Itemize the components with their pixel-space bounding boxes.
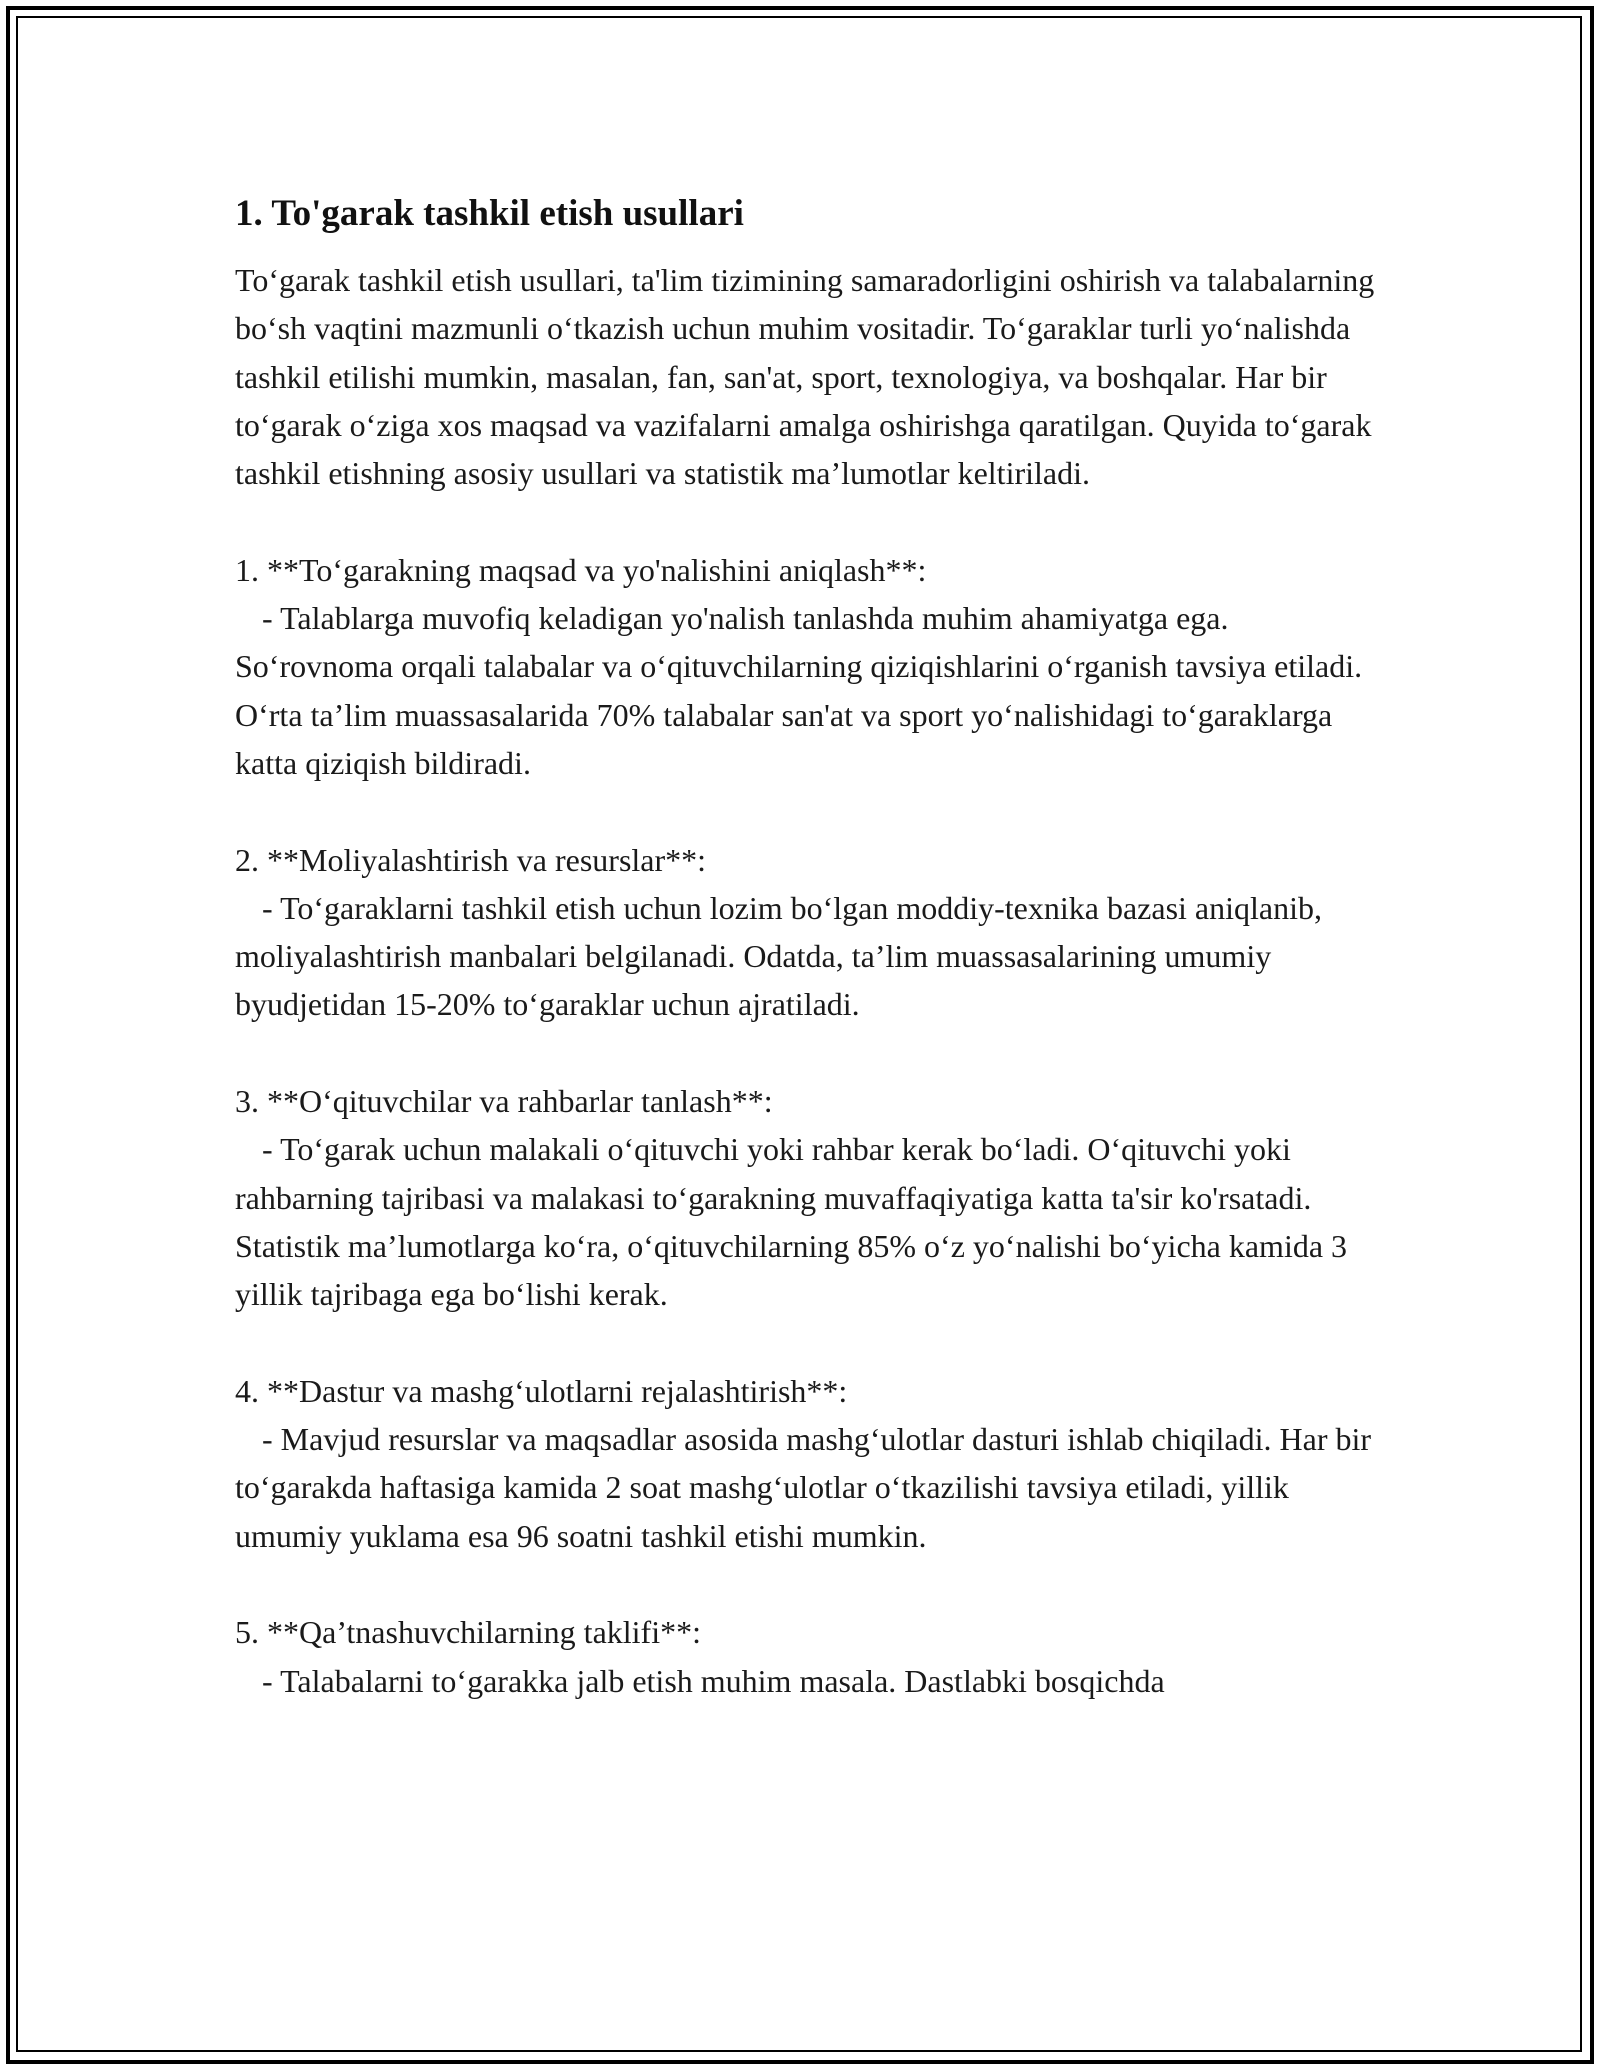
list-item-heading: 2. **Moliyalashtirish va resurslar**: <box>235 841 707 878</box>
list-item <box>235 546 1375 787</box>
list-item-heading: 1. **To‘garakning maqsad va yo'nalishini aniqlash**: <box>235 551 927 588</box>
list-item-text: - To‘garak uchun malakali o‘qituvchi yoki rahbar kerak bo‘ladi. O‘qituvchi yoki rahbarning tajribasi va malakasi to‘garakning muvaffaqiyatiga katta ta'sir ko'rsatadi. Statistik ma’lumotlarga ko‘ra, o‘qituvchilarning 85% o‘z yo‘nalishi bo‘yicha kamida 3 yillik tajribaga ega bo‘lishi kerak. <box>235 1131 1348 1313</box>
intro-paragraph: To‘garak tashkil etish usullari, ta'lim tizimining samaradorligini oshirish va talabalarning bo‘sh vaqtini mazmunli o‘tkazish uchun muhim vositadir. To‘garaklar turli yo‘nalishda tashkil etilishi mumkin, masalan, fan, san'at, sport, texnologiya, va boshqalar. Har bir to‘garak o‘ziga xos maqsad va vazifalarni amalga oshirishga qaratilgan. Quyida to‘garak tashkil etishning asosiy usullari va statistik ma’lumotlar keltiriladi. <box>235 262 1375 492</box>
section-title: 1. To'garak tashkil etish usullari <box>235 193 744 234</box>
list-item <box>235 1608 1375 1705</box>
list-item-text: - Talablarga muvofiq keladigan yo'nalish tanlashda muhim ahamiyatga ega. So‘rovnoma orqali talabalar va o‘qituvchilarning qiziqishlarini o‘rganish tavsiya etiladi. O‘rta ta’lim muassasalarida 70% talabalar san'at va sport yo‘nalishidagi to‘garaklarga katta qiziqish bildiradi. <box>235 600 1363 781</box>
list-item-text: - Talabalarni to‘garakka jalb etish muhim masala. Dastlabki bosqichda <box>262 1662 1165 1699</box>
list-item <box>235 1367 1375 1560</box>
document-content <box>235 184 1375 1705</box>
list-item-heading: 3. **O‘qituvchilar va rahbarlar tanlash**: <box>235 1083 773 1120</box>
list-item <box>235 836 1375 1029</box>
list-item-text: - Mavjud resurslar va maqsadlar asosida mashg‘ulotlar dasturi ishlab chiqiladi. Har bir to‘garakda haftasiga kamida 2 soat mashg‘ulotlar o‘tkazilishi tavsiya etiladi, yillik umumiy yuklama esa 96 soatni tashkil etishi mumkin. <box>235 1421 1372 1554</box>
list-item-text: - To‘garaklarni tashkil etish uchun lozim bo‘lgan moddiy-texnika bazasi aniqlanib, moliyalashtirish manbalari belgilanadi. Odatda, ta’lim muassasalarining umumiy byudjetidan 15-20% to‘garaklar uchun ajratiladi. <box>235 889 1322 1023</box>
list-item <box>235 1077 1375 1318</box>
list-item-heading: 5. **Qa’tnashuvchilarning taklifi**: <box>235 1614 701 1651</box>
list-item-heading: 4. **Dastur va mashg‘ulotlarni rejalashtirish**: <box>235 1372 848 1409</box>
